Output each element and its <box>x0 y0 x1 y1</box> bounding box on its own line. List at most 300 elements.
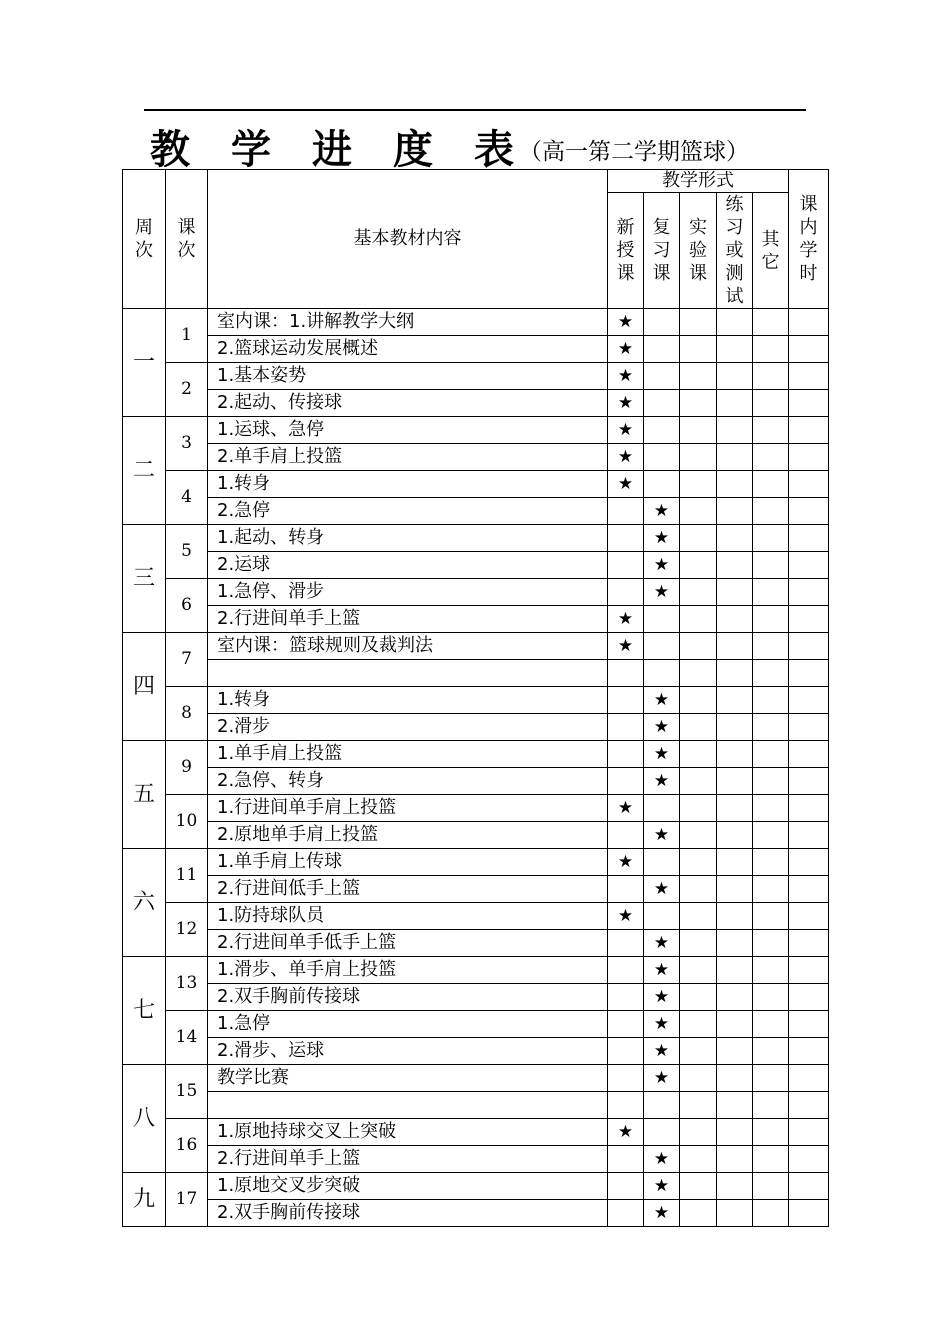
content-cell: 1.滑步、单手肩上投篮 <box>208 957 608 984</box>
form-review-cell <box>644 714 680 741</box>
table-row <box>123 363 829 390</box>
form-other-cell <box>753 1146 789 1173</box>
hours-cell <box>789 1119 829 1146</box>
form-new-cell <box>608 552 644 579</box>
form-experiment-cell <box>680 498 717 525</box>
star-icon: ★ <box>617 365 634 386</box>
form-new-cell <box>608 687 644 714</box>
content-cell: 1.单手肩上投篮 <box>208 741 608 768</box>
form-experiment-cell <box>680 957 717 984</box>
lesson-cell: 6 <box>166 579 208 633</box>
hours-cell <box>789 849 829 876</box>
form-other-cell <box>753 795 789 822</box>
form-practice-cell <box>717 444 753 471</box>
lesson-cell: 5 <box>166 525 208 579</box>
form-review-cell <box>644 930 680 957</box>
star-icon: ★ <box>653 1202 670 1223</box>
form-experiment-cell <box>680 687 717 714</box>
star-icon: ★ <box>617 446 634 467</box>
form-new-cell <box>608 1119 644 1146</box>
content-cell: 2.运球 <box>208 552 608 579</box>
lesson-cell: 7 <box>166 633 208 687</box>
star-icon: ★ <box>653 959 670 980</box>
form-review-cell <box>644 822 680 849</box>
form-other-cell <box>753 363 789 390</box>
lesson-cell: 13 <box>166 957 208 1011</box>
star-icon: ★ <box>617 473 634 494</box>
star-icon: ★ <box>653 770 670 791</box>
hours-cell <box>789 525 829 552</box>
hours-cell <box>789 309 829 336</box>
content-cell: 1.起动、转身 <box>208 525 608 552</box>
hours-cell <box>789 714 829 741</box>
form-practice-cell <box>717 309 753 336</box>
form-practice-cell <box>717 579 753 606</box>
form-other-cell <box>753 525 789 552</box>
table-row <box>123 1200 829 1227</box>
week-cell: 一 <box>123 309 166 417</box>
form-practice-cell <box>717 1173 753 1200</box>
form-new-cell <box>608 768 644 795</box>
title-rule <box>144 109 806 111</box>
table-row <box>123 336 829 363</box>
hours-cell <box>789 606 829 633</box>
hours-cell <box>789 768 829 795</box>
lesson-cell: 2 <box>166 363 208 417</box>
week-cell: 六 <box>123 849 166 957</box>
form-new-cell <box>608 876 644 903</box>
form-review-cell <box>644 957 680 984</box>
form-review-cell <box>644 795 680 822</box>
form-experiment-cell <box>680 1065 717 1092</box>
form-new-cell <box>608 1011 644 1038</box>
hours-cell <box>789 1200 829 1227</box>
form-review-cell <box>644 363 680 390</box>
table-row <box>123 1173 829 1200</box>
content-cell: 1.单手肩上传球 <box>208 849 608 876</box>
week-cell: 七 <box>123 957 166 1065</box>
form-new-cell <box>608 822 644 849</box>
form-review-cell <box>644 687 680 714</box>
hours-cell <box>789 471 829 498</box>
form-practice-cell <box>717 498 753 525</box>
form-review-cell <box>644 336 680 363</box>
hours-cell <box>789 417 829 444</box>
form-new-cell <box>608 633 644 660</box>
form-review-cell <box>644 1065 680 1092</box>
table-row <box>123 876 829 903</box>
form-new-cell <box>608 1092 644 1119</box>
form-practice-cell <box>717 984 753 1011</box>
form-experiment-cell <box>680 417 717 444</box>
table-row <box>123 417 829 444</box>
table-row <box>123 741 829 768</box>
hours-cell <box>789 579 829 606</box>
hours-cell <box>789 903 829 930</box>
content-cell: 1.转身 <box>208 687 608 714</box>
form-experiment-cell <box>680 876 717 903</box>
star-icon: ★ <box>653 986 670 1007</box>
table-row <box>123 309 829 336</box>
content-cell: 2.急停、转身 <box>208 768 608 795</box>
form-other-cell <box>753 660 789 687</box>
form-new-cell <box>608 390 644 417</box>
form-practice-cell <box>717 768 753 795</box>
form-experiment-cell <box>680 1173 717 1200</box>
form-new-cell <box>608 1200 644 1227</box>
form-new-cell <box>608 930 644 957</box>
star-icon: ★ <box>617 1121 634 1142</box>
table-row <box>123 768 829 795</box>
form-review-cell <box>644 741 680 768</box>
form-review-cell <box>644 579 680 606</box>
form-review-cell <box>644 417 680 444</box>
header-experiment: 实 验 课 <box>680 193 717 309</box>
title-main: 教学进度表 <box>150 126 555 173</box>
content-cell: 2.行进间单手低手上篮 <box>208 930 608 957</box>
lesson-cell: 11 <box>166 849 208 903</box>
lesson-cell: 3 <box>166 417 208 471</box>
form-review-cell <box>644 525 680 552</box>
star-icon: ★ <box>653 527 670 548</box>
form-new-cell <box>608 1065 644 1092</box>
table-row <box>123 1011 829 1038</box>
star-icon: ★ <box>653 581 670 602</box>
form-other-cell <box>753 390 789 417</box>
star-icon: ★ <box>653 1040 670 1061</box>
table-row <box>123 660 829 687</box>
lesson-cell: 8 <box>166 687 208 741</box>
lesson-cell: 10 <box>166 795 208 849</box>
table-row <box>123 390 829 417</box>
form-experiment-cell <box>680 1146 717 1173</box>
form-new-cell <box>608 849 644 876</box>
form-experiment-cell <box>680 606 717 633</box>
form-other-cell <box>753 1065 789 1092</box>
hours-cell <box>789 1038 829 1065</box>
form-other-cell <box>753 1119 789 1146</box>
form-review-cell <box>644 309 680 336</box>
content-cell: 1.原地交叉步突破 <box>208 1173 608 1200</box>
content-cell: 2.滑步 <box>208 714 608 741</box>
form-practice-cell <box>717 336 753 363</box>
form-review-cell <box>644 1119 680 1146</box>
hours-cell <box>789 1092 829 1119</box>
form-other-cell <box>753 903 789 930</box>
form-other-cell <box>753 579 789 606</box>
table-row <box>123 795 829 822</box>
form-other-cell <box>753 1038 789 1065</box>
table-row <box>123 1092 829 1119</box>
form-practice-cell <box>717 1146 753 1173</box>
form-practice-cell <box>717 1011 753 1038</box>
content-cell: 2.双手胸前传接球 <box>208 984 608 1011</box>
form-other-cell <box>753 957 789 984</box>
form-new-cell <box>608 984 644 1011</box>
star-icon: ★ <box>617 311 634 332</box>
form-practice-cell <box>717 957 753 984</box>
week-cell: 五 <box>123 741 166 849</box>
form-practice-cell <box>717 660 753 687</box>
form-review-cell <box>644 903 680 930</box>
form-new-cell <box>608 903 644 930</box>
hours-cell <box>789 957 829 984</box>
form-review-cell <box>644 660 680 687</box>
form-practice-cell <box>717 1038 753 1065</box>
form-practice-cell <box>717 633 753 660</box>
form-other-cell <box>753 741 789 768</box>
form-practice-cell <box>717 1200 753 1227</box>
star-icon: ★ <box>617 608 634 629</box>
week-cell: 二 <box>123 417 166 525</box>
form-experiment-cell <box>680 363 717 390</box>
table-row <box>123 552 829 579</box>
table-row <box>123 444 829 471</box>
form-review-cell <box>644 1200 680 1227</box>
form-other-cell <box>753 498 789 525</box>
form-experiment-cell <box>680 795 717 822</box>
star-icon: ★ <box>653 743 670 764</box>
form-new-cell <box>608 309 644 336</box>
form-review-cell <box>644 876 680 903</box>
content-cell: 2.急停 <box>208 498 608 525</box>
form-review-cell <box>644 552 680 579</box>
week-cell: 九 <box>123 1173 166 1227</box>
form-experiment-cell <box>680 1200 717 1227</box>
content-cell: 2.行进间单手上篮 <box>208 1146 608 1173</box>
form-review-cell <box>644 1038 680 1065</box>
form-experiment-cell <box>680 1092 717 1119</box>
form-experiment-cell <box>680 390 717 417</box>
table-row <box>123 822 829 849</box>
form-new-cell <box>608 1173 644 1200</box>
form-experiment-cell <box>680 849 717 876</box>
form-review-cell <box>644 444 680 471</box>
form-new-cell <box>608 1038 644 1065</box>
hours-cell <box>789 390 829 417</box>
hours-cell <box>789 795 829 822</box>
header-new: 新 授 课 <box>608 193 644 309</box>
header-lesson: 课 次 <box>166 170 208 309</box>
form-new-cell <box>608 336 644 363</box>
form-other-cell <box>753 930 789 957</box>
form-experiment-cell <box>680 336 717 363</box>
form-other-cell <box>753 1092 789 1119</box>
header-week: 周 次 <box>123 170 166 309</box>
hours-cell <box>789 741 829 768</box>
table-row <box>123 579 829 606</box>
table-row <box>123 633 829 660</box>
table-row <box>123 1146 829 1173</box>
form-practice-cell <box>717 930 753 957</box>
content-cell: 2.双手胸前传接球 <box>208 1200 608 1227</box>
form-practice-cell <box>717 1119 753 1146</box>
content-cell: 1.运球、急停 <box>208 417 608 444</box>
header-practice: 练 习 或 测 试 <box>717 193 753 309</box>
lesson-cell: 16 <box>166 1119 208 1173</box>
form-experiment-cell <box>680 903 717 930</box>
form-review-cell <box>644 1173 680 1200</box>
hours-cell <box>789 498 829 525</box>
form-practice-cell <box>717 606 753 633</box>
schedule-table <box>122 169 829 1227</box>
content-cell: 1.行进间单手肩上投篮 <box>208 795 608 822</box>
form-review-cell <box>644 471 680 498</box>
table-row <box>123 849 829 876</box>
form-other-cell <box>753 768 789 795</box>
form-other-cell <box>753 687 789 714</box>
form-new-cell <box>608 660 644 687</box>
form-experiment-cell <box>680 552 717 579</box>
table-row <box>123 930 829 957</box>
form-practice-cell <box>717 876 753 903</box>
form-practice-cell <box>717 795 753 822</box>
star-icon: ★ <box>653 824 670 845</box>
form-new-cell <box>608 498 644 525</box>
form-practice-cell <box>717 1092 753 1119</box>
hours-cell <box>789 363 829 390</box>
form-new-cell <box>608 957 644 984</box>
table-row <box>123 984 829 1011</box>
hours-cell <box>789 660 829 687</box>
lesson-cell: 17 <box>166 1173 208 1227</box>
star-icon: ★ <box>653 716 670 737</box>
table-row <box>123 525 829 552</box>
form-other-cell <box>753 633 789 660</box>
form-review-cell <box>644 633 680 660</box>
star-icon: ★ <box>653 1148 670 1169</box>
form-experiment-cell <box>680 1011 717 1038</box>
star-icon: ★ <box>653 1175 670 1196</box>
star-icon: ★ <box>653 500 670 521</box>
hours-cell <box>789 444 829 471</box>
star-icon: ★ <box>617 338 634 359</box>
form-new-cell <box>608 444 644 471</box>
form-other-cell <box>753 1173 789 1200</box>
table-row <box>123 957 829 984</box>
form-other-cell <box>753 309 789 336</box>
form-new-cell <box>608 525 644 552</box>
form-experiment-cell <box>680 984 717 1011</box>
form-review-cell <box>644 1092 680 1119</box>
form-practice-cell <box>717 363 753 390</box>
form-review-cell <box>644 606 680 633</box>
form-practice-cell <box>717 903 753 930</box>
hours-cell <box>789 687 829 714</box>
form-new-cell <box>608 714 644 741</box>
lesson-cell: 12 <box>166 903 208 957</box>
content-cell <box>208 660 608 687</box>
star-icon: ★ <box>653 689 670 710</box>
form-other-cell <box>753 1011 789 1038</box>
hours-cell <box>789 984 829 1011</box>
hours-cell <box>789 930 829 957</box>
star-icon: ★ <box>617 392 634 413</box>
form-review-cell <box>644 849 680 876</box>
lesson-cell: 1 <box>166 309 208 363</box>
table-row <box>123 471 829 498</box>
hours-cell <box>789 552 829 579</box>
form-practice-cell <box>717 390 753 417</box>
hours-cell <box>789 1065 829 1092</box>
form-other-cell <box>753 1200 789 1227</box>
form-experiment-cell <box>680 309 717 336</box>
form-experiment-cell <box>680 444 717 471</box>
star-icon: ★ <box>617 851 634 872</box>
content-cell: 2.行进间单手上篮 <box>208 606 608 633</box>
hours-cell <box>789 1011 829 1038</box>
hours-cell <box>789 1173 829 1200</box>
content-cell: 2.起动、传接球 <box>208 390 608 417</box>
star-icon: ★ <box>653 1013 670 1034</box>
week-cell: 八 <box>123 1065 166 1173</box>
content-cell: 1.急停、滑步 <box>208 579 608 606</box>
lesson-cell: 9 <box>166 741 208 795</box>
form-other-cell <box>753 849 789 876</box>
form-experiment-cell <box>680 822 717 849</box>
form-review-cell <box>644 390 680 417</box>
content-cell: 2.行进间低手上篮 <box>208 876 608 903</box>
content-cell: 2.篮球运动发展概述 <box>208 336 608 363</box>
table-row <box>123 714 829 741</box>
title-subtitle: （高一第二学期篮球） <box>519 139 749 165</box>
form-practice-cell <box>717 741 753 768</box>
form-practice-cell <box>717 822 753 849</box>
form-new-cell <box>608 471 644 498</box>
form-practice-cell <box>717 471 753 498</box>
form-new-cell <box>608 795 644 822</box>
star-icon: ★ <box>617 635 634 656</box>
content-cell: 1.原地持球交叉上突破 <box>208 1119 608 1146</box>
form-practice-cell <box>717 714 753 741</box>
form-other-cell <box>753 336 789 363</box>
form-practice-cell <box>717 849 753 876</box>
lesson-cell: 14 <box>166 1011 208 1065</box>
form-new-cell <box>608 741 644 768</box>
content-cell: 1.转身 <box>208 471 608 498</box>
header-hours: 课 内 学 时 <box>789 170 829 309</box>
form-other-cell <box>753 552 789 579</box>
form-experiment-cell <box>680 1119 717 1146</box>
form-experiment-cell <box>680 1038 717 1065</box>
content-cell: 2.单手肩上投篮 <box>208 444 608 471</box>
form-practice-cell <box>717 1065 753 1092</box>
form-experiment-cell <box>680 714 717 741</box>
content-cell: 1.防持球队员 <box>208 903 608 930</box>
form-other-cell <box>753 822 789 849</box>
form-other-cell <box>753 984 789 1011</box>
form-experiment-cell <box>680 741 717 768</box>
week-cell: 三 <box>123 525 166 633</box>
star-icon: ★ <box>617 905 634 926</box>
form-other-cell <box>753 471 789 498</box>
header-other: 其 它 <box>753 193 789 309</box>
star-icon: ★ <box>653 554 670 575</box>
form-review-cell <box>644 1011 680 1038</box>
form-experiment-cell <box>680 660 717 687</box>
table-row <box>123 687 829 714</box>
table-row <box>123 606 829 633</box>
form-experiment-cell <box>680 633 717 660</box>
form-practice-cell <box>717 687 753 714</box>
content-cell: 2.滑步、运球 <box>208 1038 608 1065</box>
form-other-cell <box>753 876 789 903</box>
hours-cell <box>789 1146 829 1173</box>
star-icon: ★ <box>653 1067 670 1088</box>
hours-cell <box>789 633 829 660</box>
lesson-cell: 15 <box>166 1065 208 1119</box>
form-practice-cell <box>717 525 753 552</box>
